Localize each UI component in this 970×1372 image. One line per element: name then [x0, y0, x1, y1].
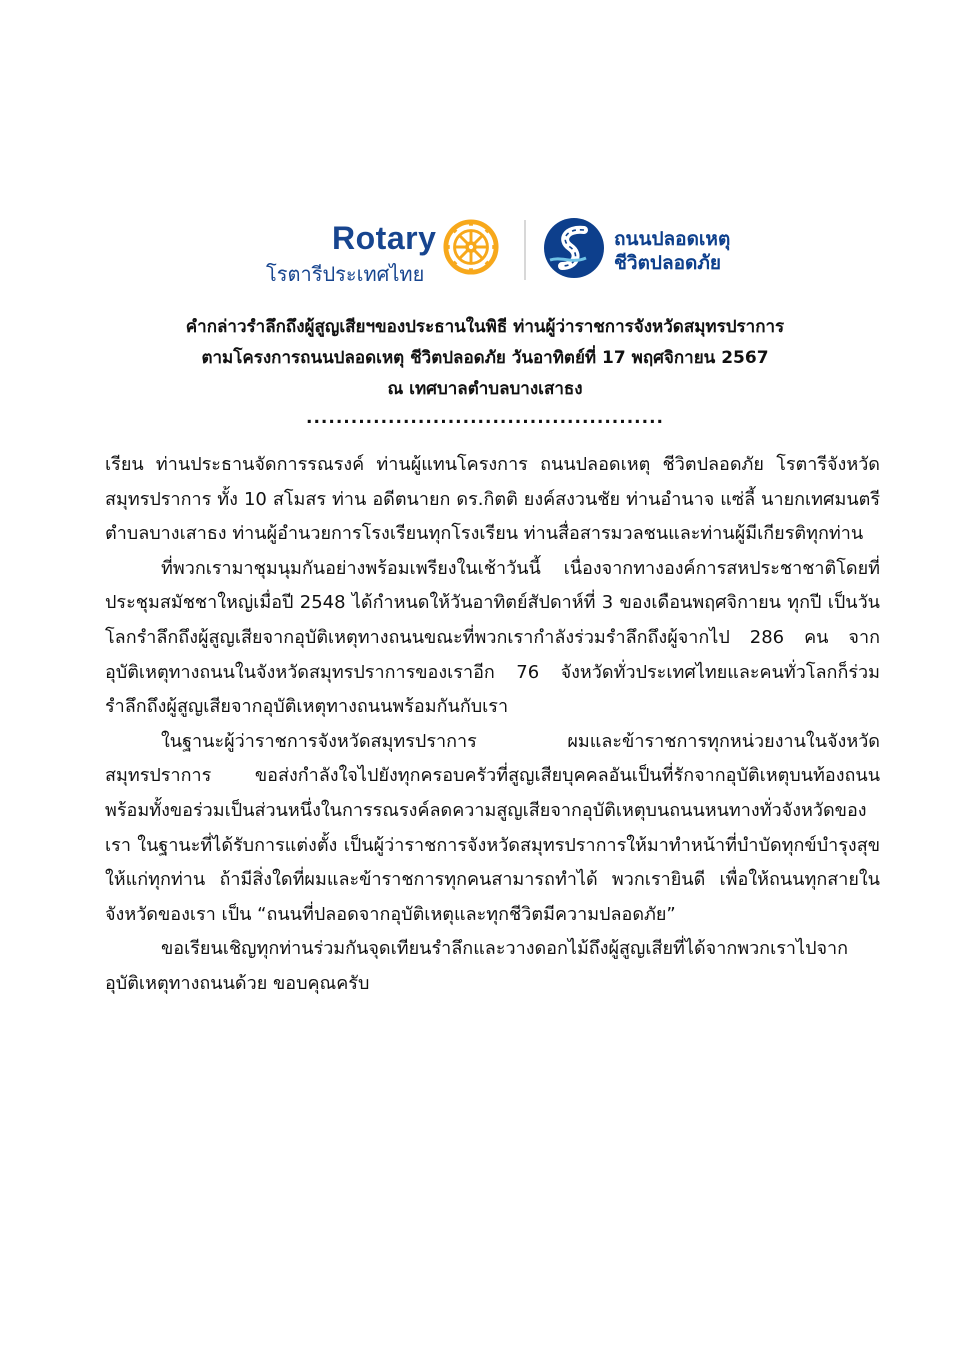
road-s-icon — [542, 216, 606, 280]
title-separator: ................................................ — [306, 408, 664, 428]
title-line-2: ตามโครงการถนนปลอดเหตุ ชีวิตปลอดภัย วันอาทิตย์ที่ 17 พฤศจิกายน 2567 — [201, 348, 769, 368]
logo-strip — [262, 214, 742, 286]
rotary-logo-text: Rotary — [332, 220, 437, 256]
title-line-1: คำกล่าวรำลึกถึงผู้สูญเสียฯของประธานในพิธี ท่านผู้ว่าราชการจังหวัดสมุทรปราการ — [185, 317, 785, 337]
paragraph-3: ขอเรียนเชิญทุกท่านร่วมกันจุดเทียนรำลึกและวางดอกไม้ถึงผู้สูญเสียที่ได้จากพวกเราไปจากอุบัติเหตุทางถนนด้วย ขอบคุณครับ — [105, 938, 849, 994]
road-safety-logo-line2: ชีวิตปลอดภัย — [614, 252, 722, 274]
logo-divider — [524, 220, 526, 280]
speech-title — [60, 312, 910, 434]
rotary-wheel-icon — [442, 218, 500, 276]
greeting-paragraph: เรียน ท่านประธานจัดการรณรงค์ ท่านผู้แทนโครงการ ถนนปลอดเหตุ ชีวิตปลอดภัย โรตารีจังหวัดสมุทรปราการ ทั้ง 10 สโมสร ท่าน อดีตนายก ดร.กิตติ ยงค์สงวนชัย ท่านอำนาจ แซ่ลี้ นายกเทศมนตรีตำบลบางเสาธง ท่านผู้อำนวยการโรงเรียนทุกโรงเรียน ท่านสื่อสารมวลชนและท่านผู้มีเกียรติทุกท่าน — [105, 454, 880, 545]
paragraph-1: ที่พวกเรามาชุมนุมกันอย่างพร้อมเพรียงในเช้าวันนี้ เนื่องจากทางองค์การสหประชาชาติโดยที่ประชุมสมัชชาใหญ่เมื่อปี 2548 ได้กำหนดให้วันอาทิตย์สัปดาห์ที่ 3 ของเดือนพฤศจิกายน ทุกปี เป็นวันโลกรำลึกถึงผู้สูญเสียจากอุบัติเหตุทางถนนขณะที่พวกเรากำลังร่วมรำลึกถึงผู้จากไป 286 คน จากอุบัติเหตุทางถนนในจังหวัดสมุทรปราการของเราอีก 76 จังหวัดทั่วประเทศไทยและคนทั่วโลกก็ร่วมรำลึกถึงผู้สูญเสียจากอุบัติเหตุทางถนนพร้อมกันกับเรา — [105, 557, 880, 718]
title-line-3: ณ เทศบาลตำบลบางเสาธง — [387, 379, 583, 399]
speech-body — [105, 448, 880, 1002]
rotary-thailand-text: โรตารีประเทศไทย — [266, 262, 425, 286]
paragraph-2: ในฐานะผู้ว่าราชการจังหวัดสมุทรปราการ ผมและข้าราชการทุกหน่วยงานในจังหวัดสมุทรปราการ ขอส่งกำลังใจไปยังทุกครอบครัวที่สูญเสียบุคคลอันเป็นที่รักจากอุบัติเหตุบนท้องถนน พร้อมทั้งขอร่วมเป็นส่วนหนึ่งในการรณรงค์ลดความสูญเสียจากอุบัติเหตุบนถนนหนทางทั่วจังหวัดของเรา ในฐานะที่ได้รับการแต่งตั้ง เป็นผู้ว่าราชการจังหวัดสมุทรปราการให้มาทำหน้าที่บำบัดทุกข์บำรุงสุขให้แก่ทุกท่าน ถ้ามีสิ่งใดที่ผมและข้าราชการทุกคนสามารถทำได้ พวกเรายินดี เพื่อให้ถนนทุกสายในจังหวัดของเรา เป็น “ถนนที่ปลอดจากอุบัติเหตุและทุกชีวิตมีความปลอดภัย” — [105, 730, 880, 925]
road-safety-logo-line1: ถนนปลอดเหตุ — [614, 228, 731, 250]
